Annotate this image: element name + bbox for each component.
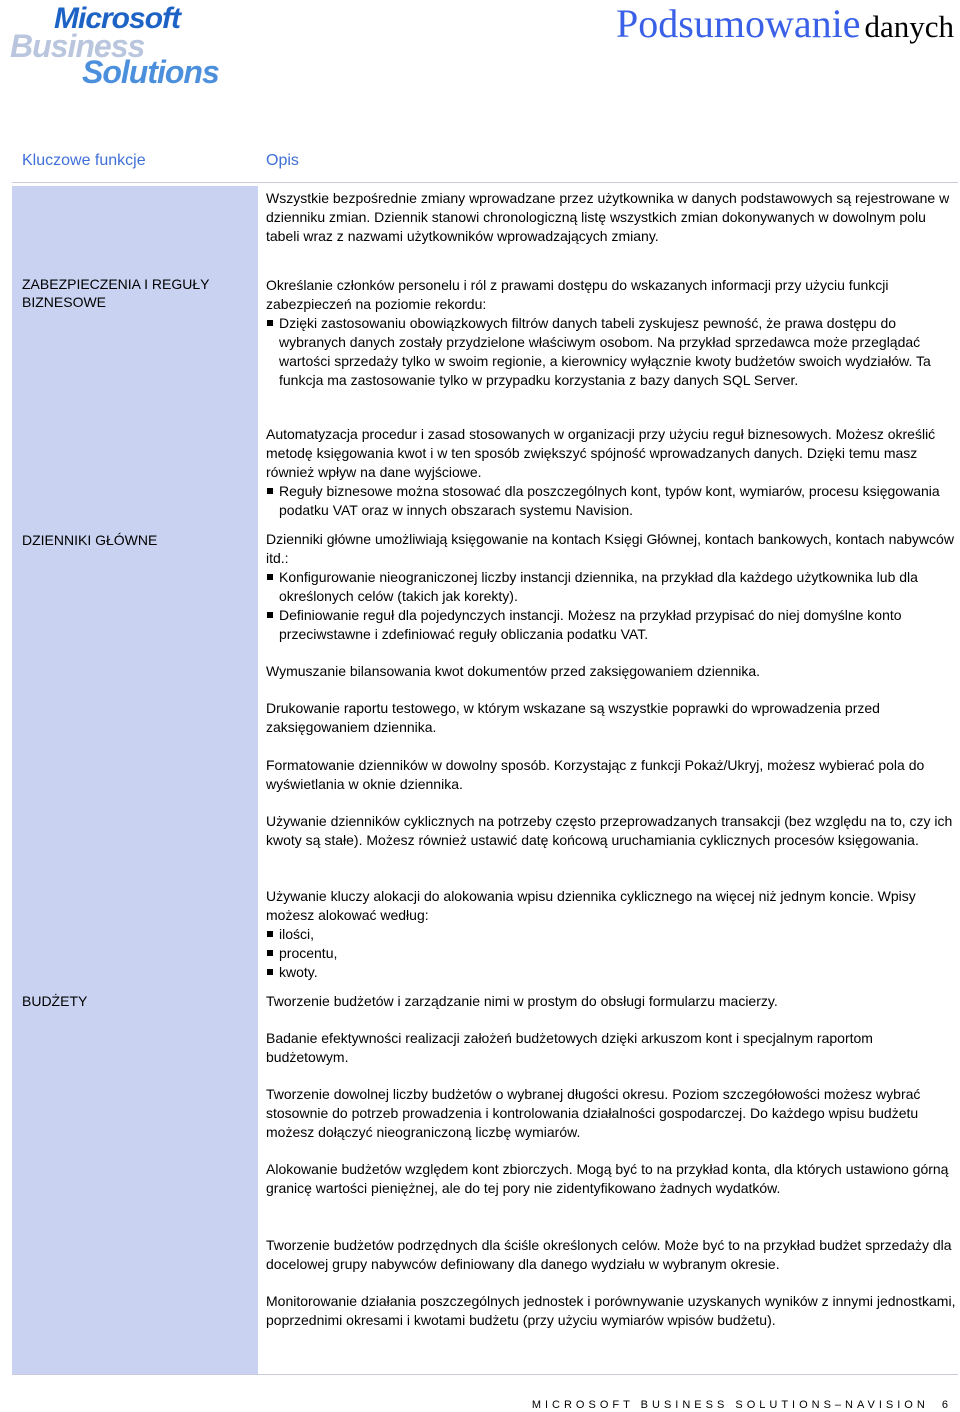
bullet-square-icon [267,488,273,494]
bullet-text: Konfigurowanie nieograniczonej liczby instancji dziennika, na przykład dla każdego użytkownika lub dla określonych celów (takich jak korekty). [279,569,918,604]
description-block [266,1236,956,1274]
description-block [266,1085,956,1142]
bullet-item [266,963,956,982]
description-block [266,992,956,1011]
description-text: Tworzenie budżetów podrzędnych dla ściśle określonych celów. Może być to na przykład budżet sprzedaży dla docelowej grupy nabywców definiowany dla danego wydziału w wybranym okresie. [266,1237,952,1272]
description-block [266,812,956,850]
microsoft-business-solutions-logo [10,2,225,92]
category-security: ZABEZPIECZENIA I REGUŁY BIZNESOWE [22,276,210,310]
description-block [266,887,956,982]
description-text: Używanie kluczy alokacji do alokowania wpisu dziennika cyklicznego na więcej niż jednym koncie. Wpisy możesz alokować według: [266,888,916,923]
category-column-band [12,186,258,1374]
bullet-item [266,925,956,944]
bullet-square-icon [267,950,273,956]
description-text: Wszystkie bezpośrednie zmiany wprowadzane przez użytkownika w danych podstawowych są rejestrowane w dzienniku zmian. Dziennik stanowi chronologiczną listę wszystkich zmian dokonywanych w dowolnym polu tabeli wraz z nazwami użytkowników wprowadzających zmiany. [266,190,950,244]
description-block [266,699,956,737]
description-text: Określanie członków personelu i ról z prawami dostępu do wskazanych informacji przy użyciu funkcji zabezpieczeń na poziomie rekordu: [266,277,889,312]
bullet-text: kwoty. [279,964,318,980]
description-block [266,530,956,644]
description-text: Formatowanie dzienników w dowolny sposób. Korzystając z funkcji Pokaż/Ukryj, możesz wybierać pola do wyświetlania w oknie dziennika. [266,757,925,792]
page-title [616,0,954,47]
logo-line-microsoft: Microsoft [54,2,180,35]
page-footer [532,1399,952,1411]
bullet-square-icon [267,931,273,937]
description-text: Tworzenie budżetów i zarządzanie nimi w prostym do obsługi formularzu macierzy. [266,993,778,1009]
category-budgets: BUDŻETY [22,993,88,1009]
bullet-text: procentu, [279,945,338,961]
description-text: Używanie dzienników cyklicznych na potrzeby często przeprowadzanych transakcji (bez względu na to, czy ich kwoty są stałe). Możesz również ustawić datę końcową uruchamiania cyklicznych procesów księgowania. [266,813,953,848]
description-block [266,1029,956,1067]
column-header-key-features: Kluczowe funkcje [22,152,146,169]
description-text: Automatyzacja procedur i zasad stosowanych w organizacji przy użyciu reguł biznesowych. Możesz określić metodę księgowania kwot i w ten sposób zwiększyć spójność wprowadzanych danych. Dzięki temu masz również wpływ na dane wyjściowe. [266,426,936,480]
page-number: 6 [941,1399,952,1411]
header-divider [12,182,958,183]
description-text: Drukowanie raportu testowego, w którym wskazane są wszystkie poprawki do wprowadzenia przed zaksięgowaniem dziennika. [266,700,880,735]
description-block [266,276,956,390]
description-text: Alokowanie budżetów względem kont zbiorczych. Mogą być to na przykład konta, dla których ustawiono górną granicę wartości pieniężnej, ale do tej pory nie zidentyfikowano żadnych wydatków. [266,1161,949,1196]
bullet-text: Dzięki zastosowaniu obowiązkowych filtrów danych tabeli zyskujesz pewność, że prawa dostępu do wybranych danych zostały przydzielone właściwym osobom. Na przykład sprzedawca może przeglądać wartości sprzedaży tylko w swoim regionie, a kierownicy wyłącznie kwoty budżetów swoich wydziałów. Ta funkcja ma zastosowanie tylko w przypadku korzystania z bazy danych SQL Server. [279,315,931,388]
bullet-square-icon [267,574,273,580]
bullet-item [266,944,956,963]
description-block [266,189,956,246]
description-text: Dzienniki główne umożliwiają księgowanie na kontach Księgi Głównej, kontach bankowych, kontach nabywców itd.: [266,531,954,566]
bullet-text: ilości, [279,926,315,942]
bullet-square-icon [267,612,273,618]
description-block [266,1160,956,1198]
description-text: Wymuszanie bilansowania kwot dokumentów przed zaksięgowaniem dziennika. [266,663,761,679]
footer-text: MICROSOFT BUSINESS SOLUTIONS–NAVISION [531,1399,929,1411]
description-text: Badanie efektywności realizacji założeń budżetowych dzięki arkuszom kont i specjalnym raportom budżetowym. [266,1030,873,1065]
description-block [266,1292,956,1330]
logo-line-solutions: Solutions [82,54,219,90]
description-block [266,425,956,520]
bullet-text: Definiowanie reguł dla pojedynczych instancji. Możesz na przykład przypisać do niej domyślne konto przeciwstawne i zdefiniować reguły obliczania podatku VAT. [279,607,902,642]
bullet-item [266,314,956,390]
page-title-main: Podsumowanie [616,1,861,46]
page-title-secondary: danych [864,9,954,44]
description-text: Tworzenie dowolnej liczby budżetów o wybranej długości okresu. Poziom szczegółowości możesz wybrać stosownie do potrzeb prowadzenia i kontrolowania działalności gospodarczej. Do każdego wpisu budżetu możesz dołączyć nieograniczoną liczbę wymiarów. [266,1086,921,1140]
bullet-text: Reguły biznesowe można stosować dla poszczególnych kont, typów kont, wymiarów, procesu księgowania podatku VAT oraz w innych obszarach systemu Navision. [279,483,940,518]
table-bottom-divider [12,1374,958,1375]
category-journals: DZIENNIKI GŁÓWNE [22,532,158,548]
bullet-item [266,568,956,606]
bullet-square-icon [267,969,273,975]
bullet-square-icon [267,320,273,326]
description-block [266,756,956,794]
description-block [266,662,956,681]
description-text: Monitorowanie działania poszczególnych jednostek i porównywanie uzyskanych wyników z innymi jednostkami, poprzednimi okresami i kwotami budżetu (przy użyciu wymiarów wpisów budżetu). [266,1293,956,1328]
logo-line-business: Business [10,28,145,64]
column-header-description: Opis [266,152,299,169]
bullet-item [266,482,956,520]
bullet-item [266,606,956,644]
